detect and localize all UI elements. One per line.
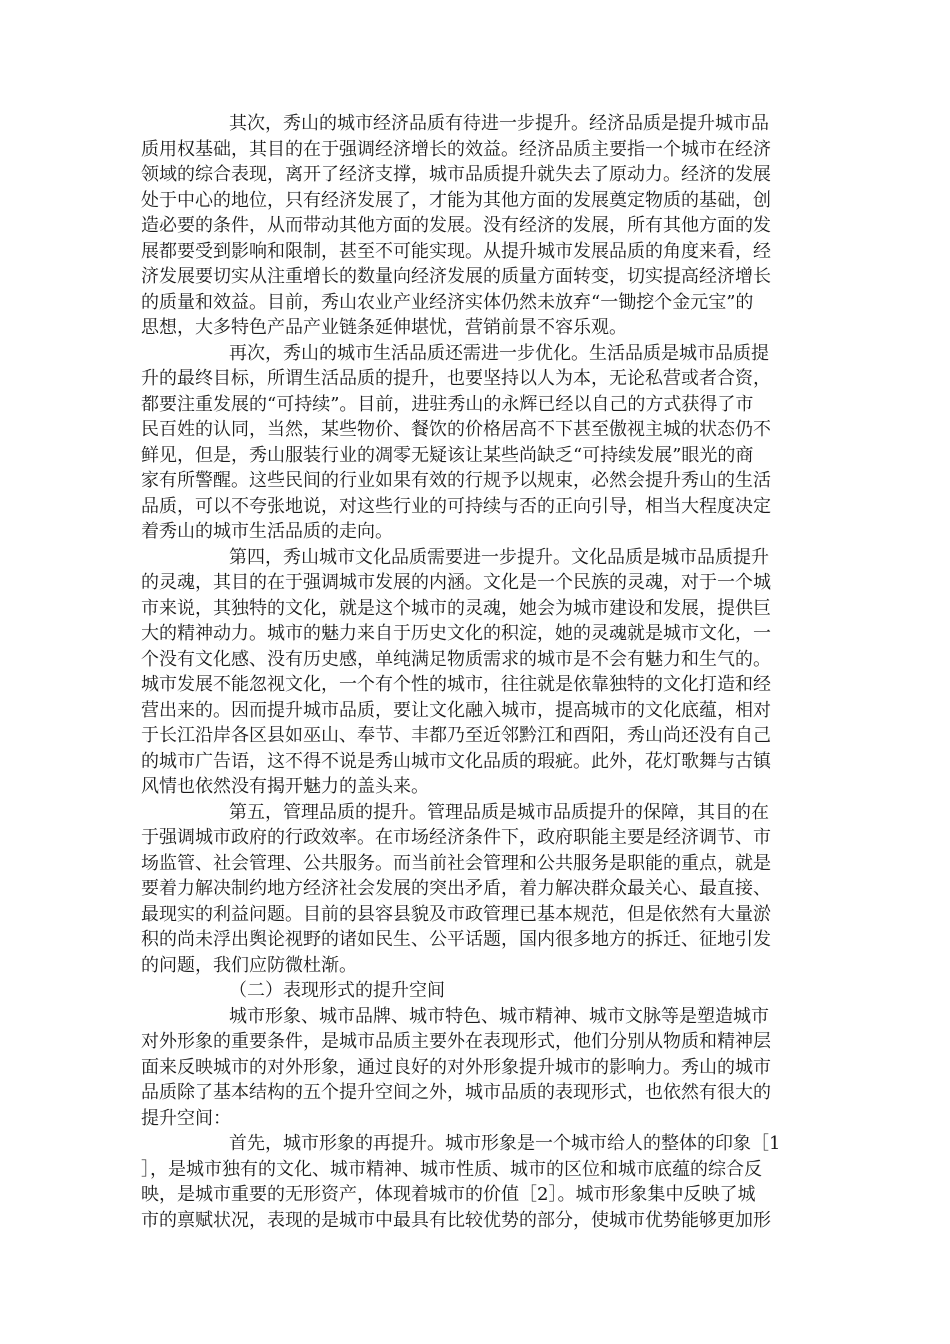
text-line: 提升空间： <box>141 1107 231 1129</box>
paragraph-first-line: （二）表现形式的提升空间 <box>229 980 445 1001</box>
text-line: 处于中心的地位，只有经济发展了，才能为其他方面的发展奠定物质的基础，创 <box>141 189 771 211</box>
text-line: 的灵魂，其目的在于强调城市发展的内涵。文化是一个民族的灵魂，对于一个城 <box>141 572 771 593</box>
text-line: ］，是城市独有的文化、城市精神、城市性质、城市的区位和城市底蕴的综合反 <box>141 1158 762 1180</box>
text-line: 面来反映城市的对外形象，通过良好的对外形象提升城市的影响力。秀山的城市 <box>141 1056 771 1078</box>
body-text <box>141 111 831 1233</box>
paragraph-first-line: 城市形象、城市品牌、城市特色、城市精神、城市文脉等是塑造城市 <box>229 1005 769 1027</box>
text-line: 大的精神动力。城市的魅力来自于历史文化的积淀，她的灵魂就是城市文化，一 <box>141 623 771 644</box>
text-line: 的问题，我们应防微杜渐。 <box>141 954 357 976</box>
text-line: 升的最终目标，所谓生活品质的提升，也要坚持以人为本，无论私营或者合资， <box>141 368 771 389</box>
text-line: 风情也依然没有揭开魅力的盖头来。 <box>141 776 429 797</box>
text-line: 的城市广告语，这不得不说是秀山城市文化品质的瑕疵。此外，花灯歌舞与古镇 <box>141 750 771 772</box>
text-line: 于长江沿岸各区县如巫山、奉节、丰都乃至近邻黔江和酉阳，秀山尚还没有自己 <box>141 725 771 746</box>
text-line: 家有所警醒。这些民间的行业如果有效的行规予以规束，必然会提升秀山的生活 <box>141 470 771 491</box>
text-line: 质用权基础，其目的在于强调经济增长的效益。经济品质主要指一个城市在经济 <box>141 138 771 160</box>
text-line: 展都要受到影响和限制，甚至不可能实现。从提升城市发展品质的角度来看，经 <box>141 240 771 262</box>
text-line: 鲜见，但是，秀山服装行业的凋零无疑该让某些尚缺乏“可持续发展”眼光的商 <box>141 444 754 466</box>
text-line: 领域的综合表现，离开了经济支撑，城市品质提升就失去了原动力。经济的发展 <box>141 164 771 185</box>
paragraph-first-line: 其次，秀山的城市经济品质有待进一步提升。经济品质是提升城市品 <box>229 113 769 134</box>
paragraph-first-line: 再次，秀山的城市生活品质还需进一步优化。生活品质是城市品质提 <box>229 342 769 364</box>
paragraph-first-line: 第五，管理品质的提升。管理品质是城市品质提升的保障，其目的在 <box>229 801 769 823</box>
text-line: 于强调城市政府的行政效率。在市场经济条件下，政府职能主要是经济调节、市 <box>141 827 771 848</box>
text-line: 品质，可以不夸张地说，对这些行业的可持续与否的正向引导，相当大程度决定 <box>141 495 771 517</box>
text-line: 着秀山的城市生活品质的走向。 <box>141 521 393 542</box>
text-line: 映，是城市重要的无形资产，体现着城市的价值［2］。城市形象集中反映了城 <box>141 1184 756 1205</box>
text-line: 对外形象的重要条件，是城市品质主要外在表现形式，他们分别从物质和精神层 <box>141 1031 771 1052</box>
text-line: 民百姓的认同，当然，某些物价、餐饮的价格居高不下甚至傲视主城的状态仍不 <box>141 419 771 440</box>
text-line: 思想，大多特色产品产业链条延伸堪忧，营销前景不容乐观。 <box>141 317 627 338</box>
text-line: 积的尚未浮出舆论视野的诸如民生、公平话题，国内很多地方的拆迁、征地引发 <box>141 929 771 950</box>
text-line: 都要注重发展的“可持续”。目前，进驻秀山的永辉已经以自己的方式获得了市 <box>141 393 754 415</box>
text-line: 市来说，其独特的文化，就是这个城市的灵魂，她会为城市建设和发展，提供巨 <box>141 597 771 619</box>
text-line: 最现实的利益问题。目前的县容县貌及市政管理已基本规范，但是依然有大量淤 <box>141 903 771 925</box>
text-line: 造必要的条件，从而带动其他方面的发展。没有经济的发展，所有其他方面的发 <box>141 215 771 236</box>
paragraph-first-line: 首先，城市形象的再提升。城市形象是一个城市给人的整体的印象［1 <box>229 1133 781 1154</box>
text-line: 品质除了基本结构的五个提升空间之外，城市品质的表现形式，也依然有很大的 <box>141 1082 771 1103</box>
text-line: 的质量和效益。目前，秀山农业产业经济实体仍然未放弃“一锄挖个金元宝”的 <box>141 291 754 313</box>
text-line: 场监管、社会管理、公共服务。而当前社会管理和公共服务是职能的重点，就是 <box>141 852 771 874</box>
text-line: 市的禀赋状况，表现的是城市中最具有比较优势的部分，使城市优势能够更加形 <box>141 1209 771 1231</box>
text-line: 济发展要切实从注重增长的数量向经济发展的质量方面转变，切实提高经济增长 <box>141 266 771 287</box>
text-line: 城市发展不能忽视文化，一个有个性的城市，往往就是依靠独特的文化打造和经 <box>141 674 771 695</box>
text-line: 个没有文化感、没有历史感，单纯满足物质需求的城市是不会有魅力和生气的。 <box>141 648 771 670</box>
text-line: 要着力解决制约地方经济社会发展的突出矛盾，着力解决群众最关心、最直接、 <box>141 878 771 899</box>
paragraph-first-line: 第四，秀山城市文化品质需要进一步提升。文化品质是城市品质提升 <box>229 546 769 568</box>
text-line: 营出来的。因而提升城市品质，要让文化融入城市，提高城市的文化底蕴，相对 <box>141 699 771 721</box>
